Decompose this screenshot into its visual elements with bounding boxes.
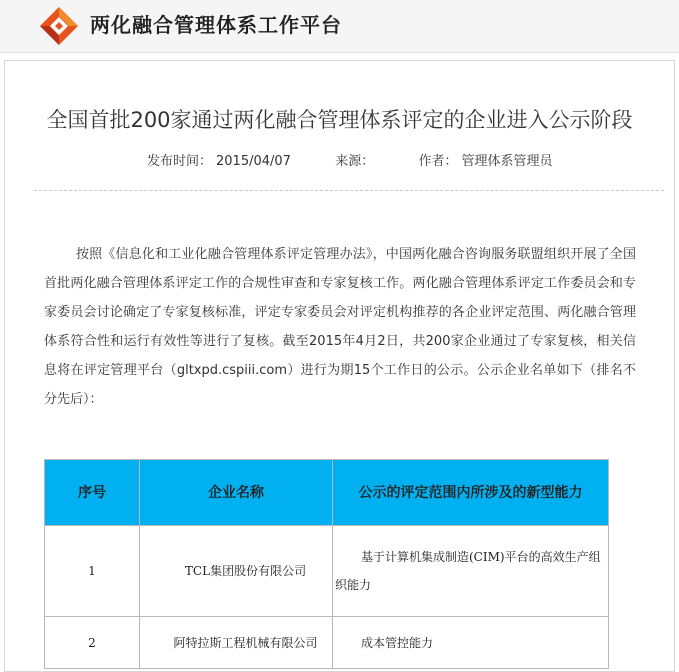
row-scope: 成本管控能力	[333, 617, 609, 669]
header-no: 序号	[45, 460, 140, 526]
article-title: 全国首批200家通过两化融合管理体系评定的企业进入公示阶段	[46, 108, 633, 132]
publish-label: 发布时间：	[147, 154, 213, 169]
site-header	[0, 0, 679, 53]
site-title[interactable]: 两化融合管理体系工作平台	[90, 13, 342, 37]
article-body: 按照《信息化和工业化融合管理体系评定管理办法》，中国两化融合咨询服务联盟组织开展了全国首批两化融合管理体系评定工作的合规性审查和专家复核工作。两化融合管理体系评定工作委员会和专家委员会讨论确定了专家复核标准，评定专家委员会对评定机构推荐的各企业评定范围、两化融合管理体系符合性和运行有效性等进行了复核。截至2015年4月2日，共200家企业通过了专家复核，相关信息将在评定管理平台（gltxpd.cspiii.com）进行为期15个工作日的公示。公示企业名单如下（排名不分先后）：	[44, 247, 636, 407]
author-label: 作者：	[418, 154, 458, 169]
row-no: 2	[45, 617, 140, 669]
source-label: 来源：	[335, 154, 375, 169]
table-row	[45, 617, 609, 669]
row-company-name: 阿特拉斯工程机械有限公司	[140, 617, 333, 669]
row-scope: 基于计算机集成制造(CIM)平台的高效生产组织能力	[333, 526, 609, 617]
table-row	[45, 526, 609, 617]
row-no: 1	[45, 526, 140, 617]
table-header-row	[45, 460, 609, 526]
header-name: 企业名称	[140, 460, 333, 526]
company-table	[44, 459, 609, 669]
author-name: 管理体系管理员	[461, 154, 553, 169]
meta-divider	[34, 190, 664, 191]
brand-logo-icon[interactable]	[39, 6, 79, 46]
row-company-name: TCL集团股份有限公司	[140, 526, 333, 617]
article-meta	[147, 152, 557, 172]
publish-date: 2015/04/07	[216, 154, 291, 169]
header-scope: 公示的评定范围内所涉及的新型能力	[333, 460, 609, 526]
